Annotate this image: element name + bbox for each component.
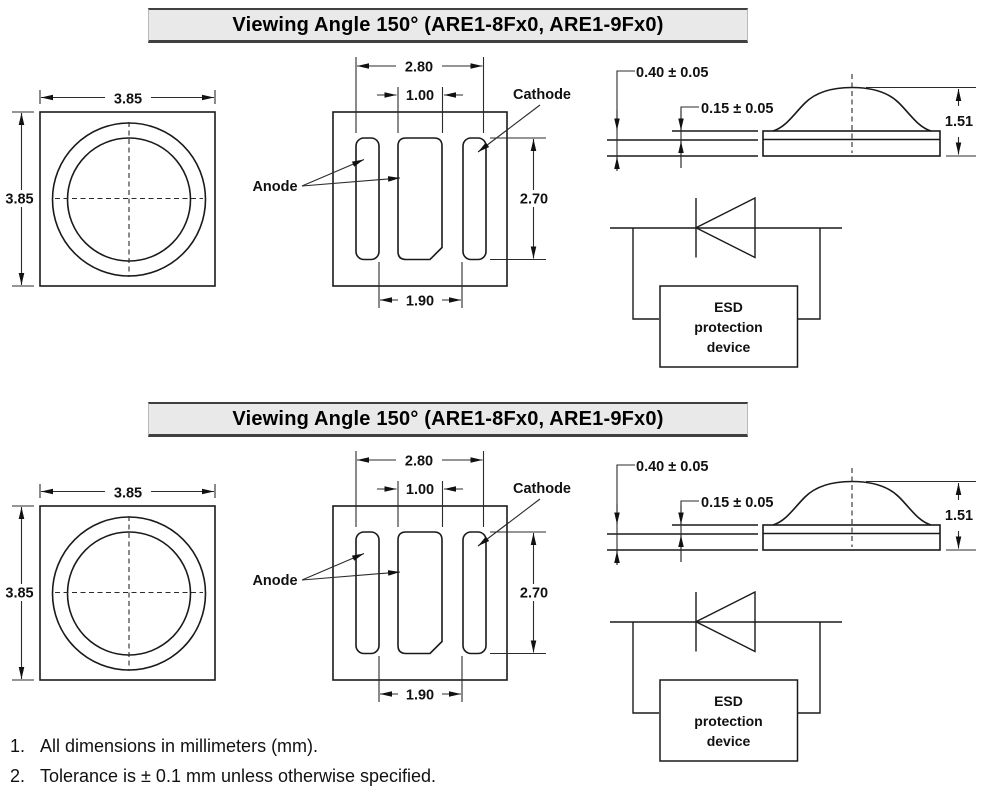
esd-box-label: ESD [714, 693, 743, 709]
dimension-label: 0.15 ± 0.05 [701, 495, 774, 511]
circuit-wire-right [798, 228, 820, 319]
dimension-label: 2.80 [404, 59, 434, 76]
dimension-label: 2.70 [519, 191, 549, 208]
pad-layer-dimension [681, 495, 773, 562]
pad-view [252, 57, 571, 310]
esd-box-label: ESD [714, 299, 743, 315]
mechanical-drawing [0, 0, 986, 394]
dimension-label: 0.15 ± 0.05 [701, 101, 774, 117]
dimension-label: 1.00 [405, 88, 435, 104]
top-view [1, 483, 215, 680]
anode-pad-left [356, 138, 379, 260]
top-view [1, 89, 215, 286]
cathode-callout [478, 481, 571, 546]
center-pad-width-dimension [377, 87, 463, 133]
dimension-label: 2.80 [404, 453, 434, 470]
top-view-height-dimension [1, 506, 38, 680]
cathode-pad [463, 138, 486, 260]
top-view-height-dimension [1, 112, 38, 286]
top-view-width-dimension [40, 89, 215, 108]
leader-line [681, 107, 699, 168]
cathode-label: Cathode [513, 481, 571, 497]
notes [10, 736, 436, 796]
pad-layer-dimension [681, 101, 773, 168]
esd-box-label: protection [694, 713, 763, 729]
anode-label: Anode [252, 573, 298, 589]
esd-box-label: device [706, 339, 751, 355]
circuit-wire-right [798, 622, 820, 713]
dome-side-view [763, 74, 976, 156]
mechanical-drawing [0, 394, 986, 788]
dimension-label: 2.70 [519, 585, 549, 602]
note-text: Tolerance is ± 0.1 mm unless otherwise specified. [40, 766, 437, 786]
center-pad-width-dimension [377, 481, 463, 527]
anode-pad-center [398, 138, 442, 260]
anode-pad-left [356, 532, 379, 654]
dome-side-view [763, 468, 976, 550]
cathode-callout [478, 87, 571, 152]
esd-circuit [610, 198, 842, 367]
thickness-dimension [617, 459, 708, 565]
dimension-label: 1.51 [944, 114, 974, 130]
esd-box-label: device [706, 733, 751, 749]
circuit-wire-left [633, 622, 659, 713]
anode-callout [252, 160, 400, 196]
top-view-width-dimension [40, 483, 215, 502]
section-title: Viewing Angle 150° (ARE1-8Fx0, ARE1-9Fx0) [232, 407, 664, 430]
circuit-wire-left [633, 228, 659, 319]
dimension-label: 0.40 ± 0.05 [636, 65, 709, 81]
leader-line [681, 501, 699, 562]
anode-callout [252, 554, 400, 590]
dimension-label: 3.85 [5, 191, 34, 208]
anode-pad-center [398, 532, 442, 654]
dimension-label: 1.90 [405, 687, 435, 704]
note-text: All dimensions in millimeters (mm). [40, 736, 319, 756]
note-number: 2. [10, 766, 26, 786]
drawing-section [0, 0, 986, 394]
esd-box-label: protection [694, 319, 763, 335]
anode-label: Anode [252, 179, 298, 195]
cathode-label: Cathode [513, 87, 571, 103]
dimension-label: 1.90 [405, 293, 435, 310]
cathode-pad [463, 532, 486, 654]
dimension-label: 3.85 [113, 91, 143, 108]
thickness-dimension [617, 65, 708, 171]
dimension-label: 0.40 ± 0.05 [636, 459, 709, 475]
dimension-label: 1.51 [944, 508, 974, 524]
esd-circuit [610, 592, 842, 761]
pad-view [252, 451, 571, 704]
side-view [607, 459, 976, 565]
dimension-label: 1.00 [405, 482, 435, 498]
dimension-label: 3.85 [5, 585, 34, 602]
note-item [10, 736, 436, 766]
dimension-label: 3.85 [113, 485, 143, 502]
section-title: Viewing Angle 150° (ARE1-8Fx0, ARE1-9Fx0) [232, 13, 664, 36]
pad-height-dimension [490, 532, 554, 654]
note-item [10, 766, 436, 796]
drawing-section [0, 394, 986, 788]
pad-height-dimension [490, 138, 554, 260]
side-view [607, 65, 976, 171]
note-number: 1. [10, 736, 26, 756]
